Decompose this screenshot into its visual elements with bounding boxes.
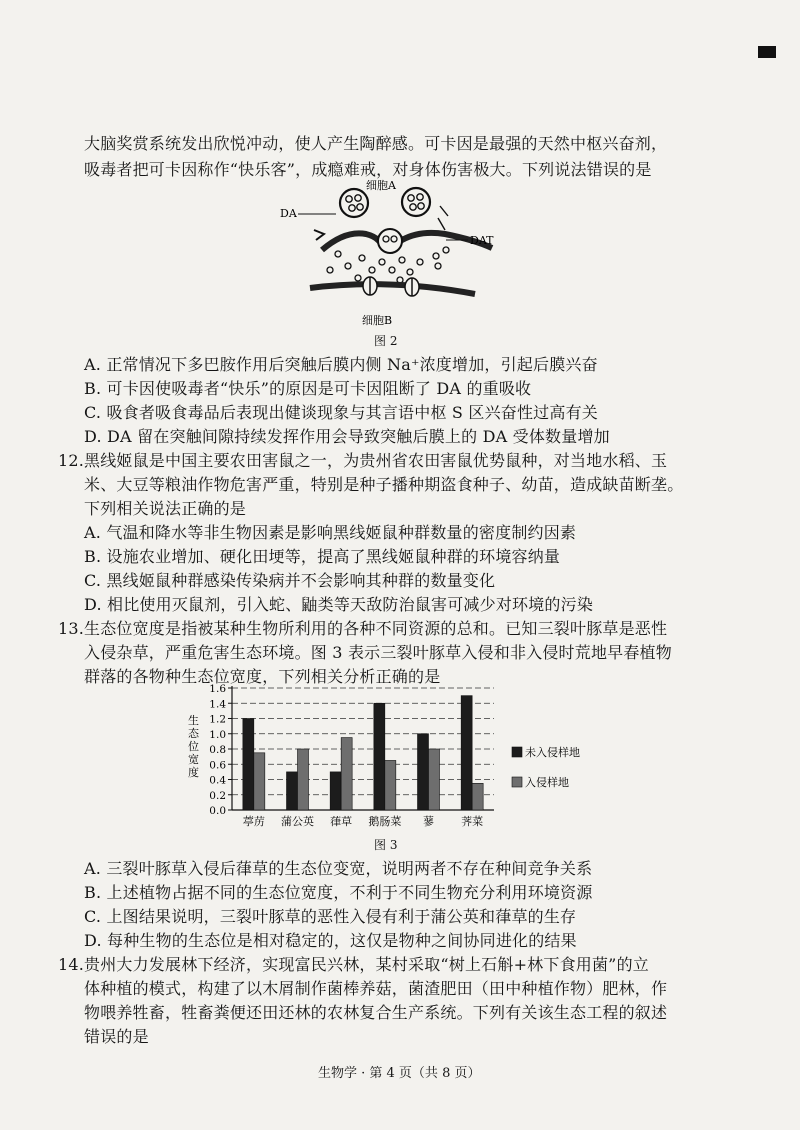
bar-invaded bbox=[472, 783, 483, 810]
cell-b-label: 细胞B bbox=[362, 314, 393, 327]
y-tick-label: 0.8 bbox=[209, 744, 226, 756]
q13-stem-line-1: 生态位宽度是指被某种生物所利用的各种不同资源的总和。已知三裂叶豚草是恶性 bbox=[84, 619, 668, 638]
figure2-caption: 图 2 bbox=[374, 334, 398, 348]
bar-invaded bbox=[298, 749, 309, 810]
bar-uninvaded bbox=[461, 696, 472, 810]
postsynaptic-membrane bbox=[310, 284, 475, 294]
legend-label: 入侵样地 bbox=[525, 776, 569, 789]
q13-option-b: B. 上述植物占据不同的生态位宽度，不利于不同生物充分利用环境资源 bbox=[84, 883, 593, 902]
q13-number: 13. bbox=[58, 619, 85, 638]
bar-uninvaded bbox=[330, 772, 341, 810]
y-axis-label-char: 生 bbox=[188, 714, 199, 727]
corner-registration-mark bbox=[758, 46, 776, 58]
bar-invaded bbox=[341, 738, 352, 810]
q12-option-d: D. 相比使用灭鼠剂，引入蛇、鼬类等天敌防治鼠害可减少对环境的污染 bbox=[84, 595, 594, 614]
q11-option-d: D. DA 留在突触间隙持续发挥作用会导致突触后膜上的 DA 受体数量增加 bbox=[84, 427, 610, 446]
y-tick-label: 0.4 bbox=[209, 774, 226, 787]
bar-uninvaded bbox=[243, 719, 254, 811]
y-tick-label: 1.6 bbox=[209, 683, 226, 695]
legend-label: 未入侵样地 bbox=[525, 746, 580, 759]
y-tick-label: 0.6 bbox=[209, 759, 226, 772]
q13-option-c: C. 上图结果说明，三裂叶豚草的恶性入侵有利于蒲公英和葎草的生存 bbox=[84, 907, 577, 926]
y-tick-label: 1.2 bbox=[209, 713, 226, 726]
bar-invaded bbox=[429, 749, 440, 810]
q13-stem-line-3: 群落的各物种生态位宽度，下列相关分析正确的是 bbox=[84, 667, 441, 686]
y-tick-label: 1.4 bbox=[209, 698, 226, 711]
niche-width-bar-chart bbox=[180, 680, 640, 832]
q12-stem-line-2: 米、大豆等粮油作物危害严重，特别是种子播种期盗食种子、幼苗，造成缺苗断垄。 bbox=[84, 475, 684, 494]
q13-option-d: D. 每种生物的生态位是相对稳定的，这仅是物种之间协同进化的结果 bbox=[84, 931, 577, 950]
legend-swatch bbox=[512, 777, 522, 787]
q13-option-a: A. 三裂叶豚草入侵后葎草的生态位变宽，说明两者不存在种间竞争关系 bbox=[84, 859, 593, 878]
da-label: DA bbox=[280, 207, 297, 220]
q11-option-a: A. 正常情况下多巴胺作用后突触后膜内侧 Na⁺浓度增加，引起后膜兴奋 bbox=[84, 355, 598, 374]
q12-stem-line-1: 黑线姬鼠是中国主要农田害鼠之一，为贵州省农田害鼠优势鼠种，对当地水稻、玉 bbox=[84, 451, 668, 470]
x-tick-label: 蒲公英 bbox=[281, 815, 314, 828]
bar-uninvaded bbox=[374, 703, 385, 810]
x-tick-label: 葶苈 bbox=[242, 815, 265, 828]
figure3-caption: 图 3 bbox=[374, 838, 398, 852]
y-axis-label-char: 宽 bbox=[188, 753, 199, 766]
x-tick-label: 鹅肠菜 bbox=[368, 815, 402, 828]
q14-stem-line-1: 贵州大力发展林下经济，实现富民兴林，某村采取“树上石斛+林下食用菌”的立 bbox=[84, 955, 649, 974]
intro-line-2: 吸毒者把可卡因称作“快乐客”，成瘾难戒，对身体伤害极大。下列说法错误的是 bbox=[84, 160, 652, 179]
q14-stem-line-3: 物喂养牲畜，牲畜粪便还田还林的农林复合生产系统。下列有关该生态工程的叙述 bbox=[84, 1003, 668, 1022]
y-tick-label: 0.2 bbox=[209, 789, 226, 802]
y-axis-label-char: 位 bbox=[188, 740, 199, 753]
q12-stem-line-3: 下列相关说法正确的是 bbox=[84, 499, 247, 518]
q12-option-a: A. 气温和降水等非生物因素是影响黑线姬鼠种群数量的密度制约因素 bbox=[84, 523, 577, 542]
cell-a-label: 细胞A bbox=[366, 179, 396, 192]
vesicle-right bbox=[402, 188, 430, 216]
y-tick-label: 0.0 bbox=[209, 805, 226, 817]
q14-stem-line-2: 体种植的模式，构建了以木屑制作菌棒养菇，菌渣肥田（田中种植作物）肥林，作 bbox=[84, 979, 668, 998]
vesicle-left bbox=[340, 189, 368, 217]
bar-invaded bbox=[254, 753, 265, 810]
page-footer: 生物学 · 第 4 页（共 8 页） bbox=[318, 1066, 481, 1081]
y-tick-label: 1.0 bbox=[209, 728, 226, 741]
q12-option-c: C. 黑线姬鼠种群感染传染病并不会影响其种群的数量变化 bbox=[84, 571, 496, 590]
y-axis-label-char: 态 bbox=[188, 727, 199, 740]
q12-option-b: B. 设施农业增加、硬化田埂等，提高了黑线姬鼠种群的环境容纳量 bbox=[84, 547, 561, 566]
x-tick-label: 葎草 bbox=[330, 815, 353, 828]
legend-swatch bbox=[512, 747, 522, 757]
intro-line-1: 大脑奖赏系统发出欣悦冲动，使人产生陶醉感。可卡因是最强的天然中枢兴奋剂， bbox=[84, 134, 668, 153]
x-tick-label: 蓼 bbox=[423, 815, 434, 828]
q13-stem-line-2: 入侵杂草，严重危害生态环境。图 3 表示三裂叶豚草入侵和非入侵时荒地早春植物 bbox=[84, 643, 672, 662]
synapse-diagram bbox=[270, 178, 510, 328]
q14-stem-line-4: 错误的是 bbox=[84, 1027, 149, 1046]
q12-number: 12. bbox=[58, 451, 85, 470]
x-tick-label: 荠菜 bbox=[461, 815, 484, 828]
bar-invaded bbox=[385, 760, 396, 810]
y-axis-label-char: 度 bbox=[188, 766, 199, 779]
presynaptic-membrane bbox=[322, 233, 492, 250]
q14-number: 14. bbox=[58, 955, 85, 974]
bar-uninvaded bbox=[287, 772, 298, 810]
q11-option-b: B. 可卡因使吸毒者“快乐”的原因是可卡因阻断了 DA 的重吸收 bbox=[84, 379, 532, 398]
q11-option-c: C. 吸食者吸食毒品后表现出健谈现象与其言语中枢 S 区兴奋性过高有关 bbox=[84, 403, 598, 422]
dat-label: DAT bbox=[470, 234, 494, 247]
bar-uninvaded bbox=[418, 734, 429, 810]
